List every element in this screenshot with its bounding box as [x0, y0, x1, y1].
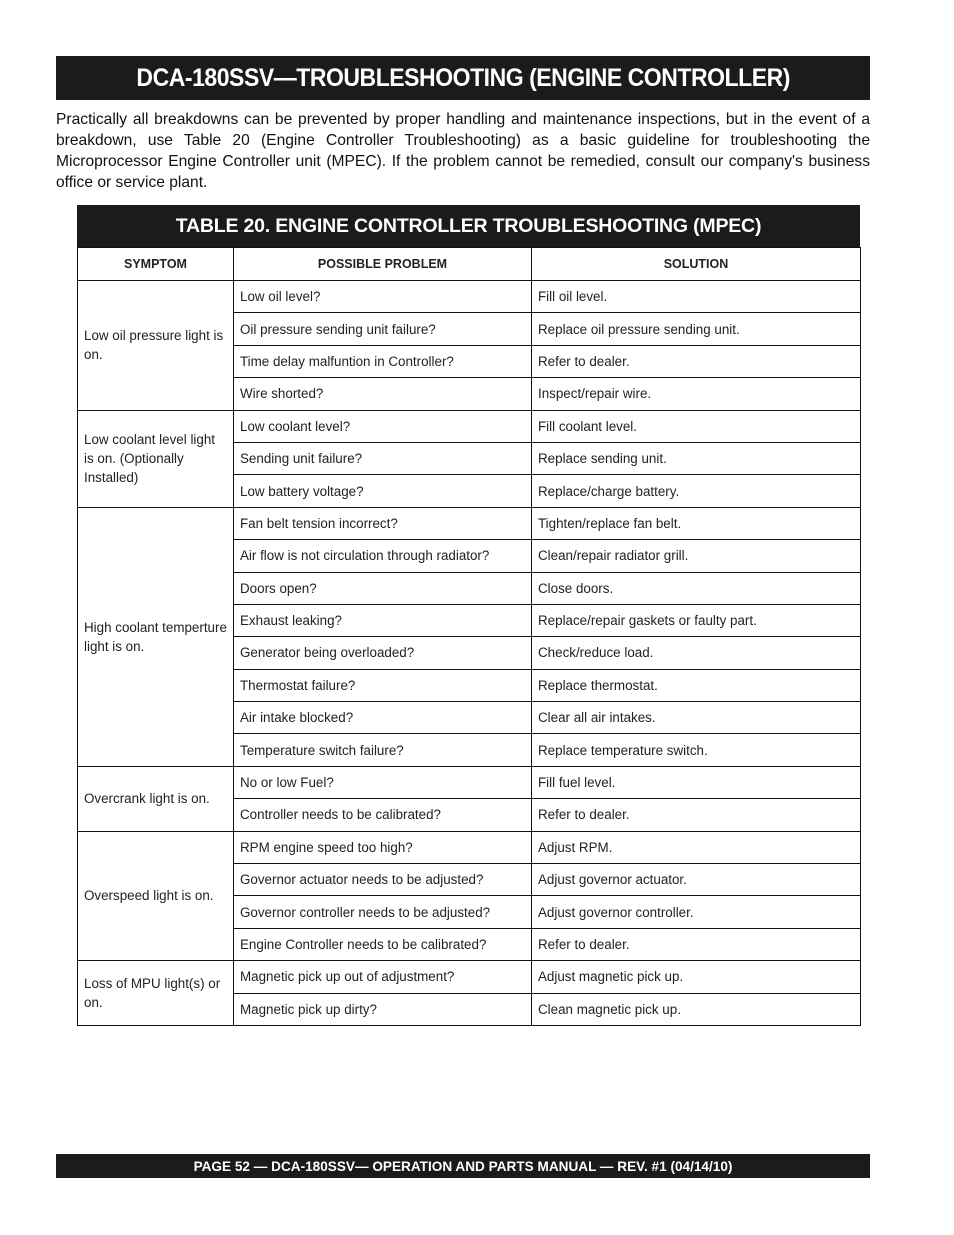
- table-title: TABLE 20. ENGINE CONTROLLER TROUBLESHOOTING (MPEC): [77, 205, 860, 247]
- symptom-cell: Loss of MPU light(s) or on.: [78, 961, 234, 1026]
- troubleshooting-table: [77, 247, 861, 1026]
- symptom-cell: Overspeed light is on.: [78, 831, 234, 961]
- solution-cell: Tighten/replace fan belt.: [532, 507, 861, 539]
- problem-cell: Low oil level?: [234, 281, 532, 313]
- problem-cell: Wire shorted?: [234, 378, 532, 410]
- problem-cell: No or low Fuel?: [234, 766, 532, 798]
- solution-cell: Replace/charge battery.: [532, 475, 861, 507]
- solution-cell: Replace temperature switch.: [532, 734, 861, 766]
- problem-cell: Air flow is not circulation through radiator?: [234, 540, 532, 572]
- solution-cell: Replace thermostat.: [532, 669, 861, 701]
- problem-cell: Governor controller needs to be adjusted?: [234, 896, 532, 928]
- symptom-cell: Low coolant level light is on. (Optionally Installed): [78, 410, 234, 507]
- problem-cell: Low battery voltage?: [234, 475, 532, 507]
- table-row: [78, 507, 861, 539]
- table-row: [78, 410, 861, 442]
- problem-cell: Oil pressure sending unit failure?: [234, 313, 532, 345]
- table-header-row: [78, 248, 861, 281]
- solution-cell: Check/reduce load.: [532, 637, 861, 669]
- problem-cell: Fan belt tension incorrect?: [234, 507, 532, 539]
- table-row: [78, 961, 861, 993]
- page-title: DCA-180SSV—TROUBLESHOOTING (ENGINE CONTROLLER): [136, 63, 790, 92]
- table-row: [78, 281, 861, 313]
- problem-cell: Thermostat failure?: [234, 669, 532, 701]
- symptom-cell: Low oil pressure light is on.: [78, 281, 234, 411]
- solution-cell: Refer to dealer.: [532, 928, 861, 960]
- solution-cell: Inspect/repair wire.: [532, 378, 861, 410]
- solution-cell: Clean magnetic pick up.: [532, 993, 861, 1025]
- page-title-bar: [56, 56, 870, 100]
- solution-cell: Refer to dealer.: [532, 799, 861, 831]
- problem-cell: Temperature switch failure?: [234, 734, 532, 766]
- table-body: [78, 281, 861, 1026]
- solution-cell: Fill coolant level.: [532, 410, 861, 442]
- footer-text: PAGE 52 — DCA-180SSV— OPERATION AND PARTS MANUAL — REV. #1 (04/14/10): [193, 1158, 733, 1174]
- problem-cell: Controller needs to be calibrated?: [234, 799, 532, 831]
- symptom-cell: Overcrank light is on.: [78, 766, 234, 831]
- problem-cell: Air intake blocked?: [234, 702, 532, 734]
- solution-cell: Adjust magnetic pick up.: [532, 961, 861, 993]
- problem-cell: Exhaust leaking?: [234, 604, 532, 636]
- solution-cell: Replace oil pressure sending unit.: [532, 313, 861, 345]
- solution-cell: Clear all air intakes.: [532, 702, 861, 734]
- problem-cell: Doors open?: [234, 572, 532, 604]
- problem-cell: Magnetic pick up dirty?: [234, 993, 532, 1025]
- solution-cell: Fill fuel level.: [532, 766, 861, 798]
- solution-cell: Clean/repair radiator grill.: [532, 540, 861, 572]
- solution-cell: Replace sending unit.: [532, 442, 861, 474]
- symptom-cell: High coolant temperture light is on.: [78, 507, 234, 766]
- solution-cell: Refer to dealer.: [532, 345, 861, 377]
- solution-cell: Adjust governor controller.: [532, 896, 861, 928]
- table-row: [78, 831, 861, 863]
- footer-bar: [56, 1154, 870, 1178]
- solution-cell: Adjust RPM.: [532, 831, 861, 863]
- column-header-problem: POSSIBLE PROBLEM: [234, 248, 532, 281]
- solution-cell: Adjust governor actuator.: [532, 864, 861, 896]
- problem-cell: Governor actuator needs to be adjusted?: [234, 864, 532, 896]
- intro-paragraph: Practically all breakdowns can be prevented by proper handling and maintenance inspections, but in the event of a breakdown, use Table 20 (Engine Controller Troubleshooting) as a basic guideline for troubleshooting the Microprocessor Engine Controller unit (MPEC). If the problem cannot be remedied, consult our company's business office or service plant.: [56, 111, 870, 191]
- solution-cell: Close doors.: [532, 572, 861, 604]
- problem-cell: Sending unit failure?: [234, 442, 532, 474]
- problem-cell: Magnetic pick up out of adjustment?: [234, 961, 532, 993]
- solution-cell: Replace/repair gaskets or faulty part.: [532, 604, 861, 636]
- problem-cell: Engine Controller needs to be calibrated?: [234, 928, 532, 960]
- column-header-symptom: SYMPTOM: [78, 248, 234, 281]
- solution-cell: Fill oil level.: [532, 281, 861, 313]
- problem-cell: Low coolant level?: [234, 410, 532, 442]
- table-row: [78, 766, 861, 798]
- problem-cell: RPM engine speed too high?: [234, 831, 532, 863]
- troubleshooting-table-container: [77, 205, 860, 1026]
- column-header-solution: SOLUTION: [532, 248, 861, 281]
- problem-cell: Time delay malfuntion in Controller?: [234, 345, 532, 377]
- problem-cell: Generator being overloaded?: [234, 637, 532, 669]
